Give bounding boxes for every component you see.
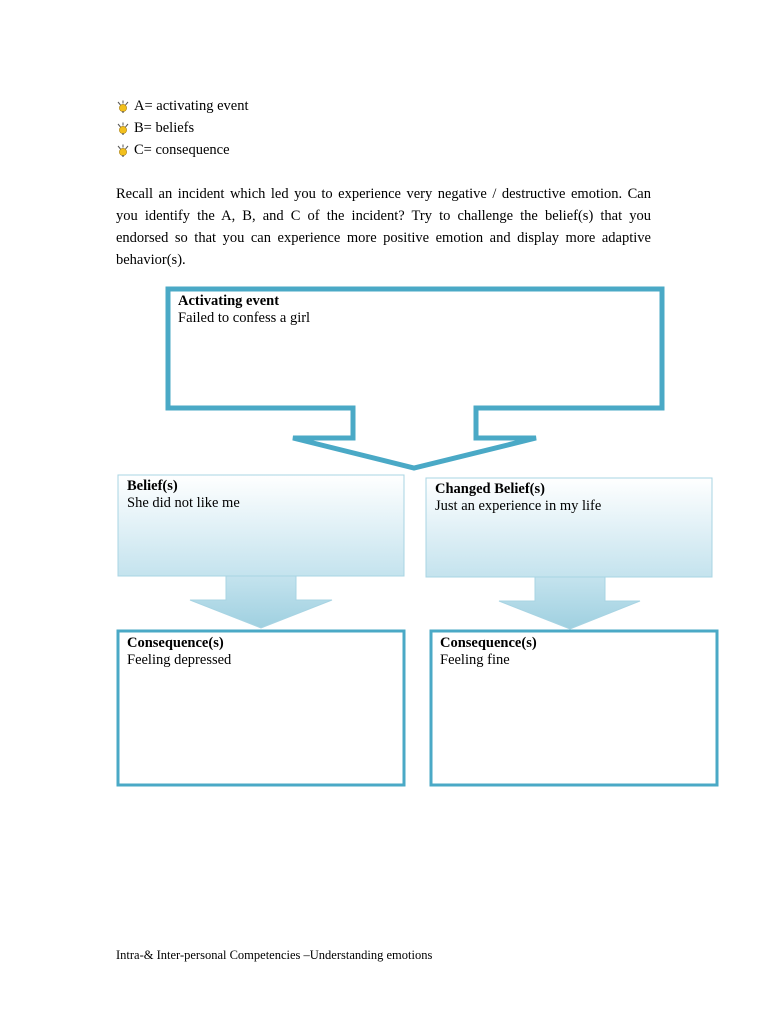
changed-belief-text — [435, 481, 601, 515]
legend-item-label: B= beliefs — [134, 120, 195, 136]
consequence-left-text — [127, 635, 231, 669]
belief-title: Belief(s) — [127, 478, 178, 494]
legend-item-label: C= consequence — [134, 142, 230, 158]
consequence-right-value: Feeling fine — [440, 652, 510, 668]
activating-event-title: Activating event — [178, 293, 280, 309]
consequence-left-title: Consequence(s) — [127, 635, 224, 651]
changed-belief-value: Just an experience in my life — [435, 498, 602, 514]
activating-event-value: Failed to confess a girl — [178, 310, 311, 326]
changed-belief-arrow — [499, 577, 640, 629]
belief-arrow — [190, 576, 332, 628]
consequence-right-title: Consequence(s) — [440, 635, 537, 651]
instructions-paragraph: Recall an incident which led you to experience very negative / destructive emotion. Can you identify the A, B, and C of the incident? Try to challenge the belief(s) that you endorsed so that you can experience more positive emotion and display more adaptive behavior(s). — [116, 186, 651, 268]
consequence-right-text — [440, 635, 537, 669]
page-footer: Intra-& Inter-personal Competencies –Understanding emotions — [116, 948, 433, 962]
legend-item-label: A= activating event — [134, 98, 249, 114]
activating-event-text — [178, 293, 310, 327]
belief-text — [127, 478, 240, 512]
changed-belief-title: Changed Belief(s) — [435, 481, 545, 497]
consequence-left-value: Feeling depressed — [127, 652, 232, 668]
belief-value: She did not like me — [127, 495, 240, 511]
